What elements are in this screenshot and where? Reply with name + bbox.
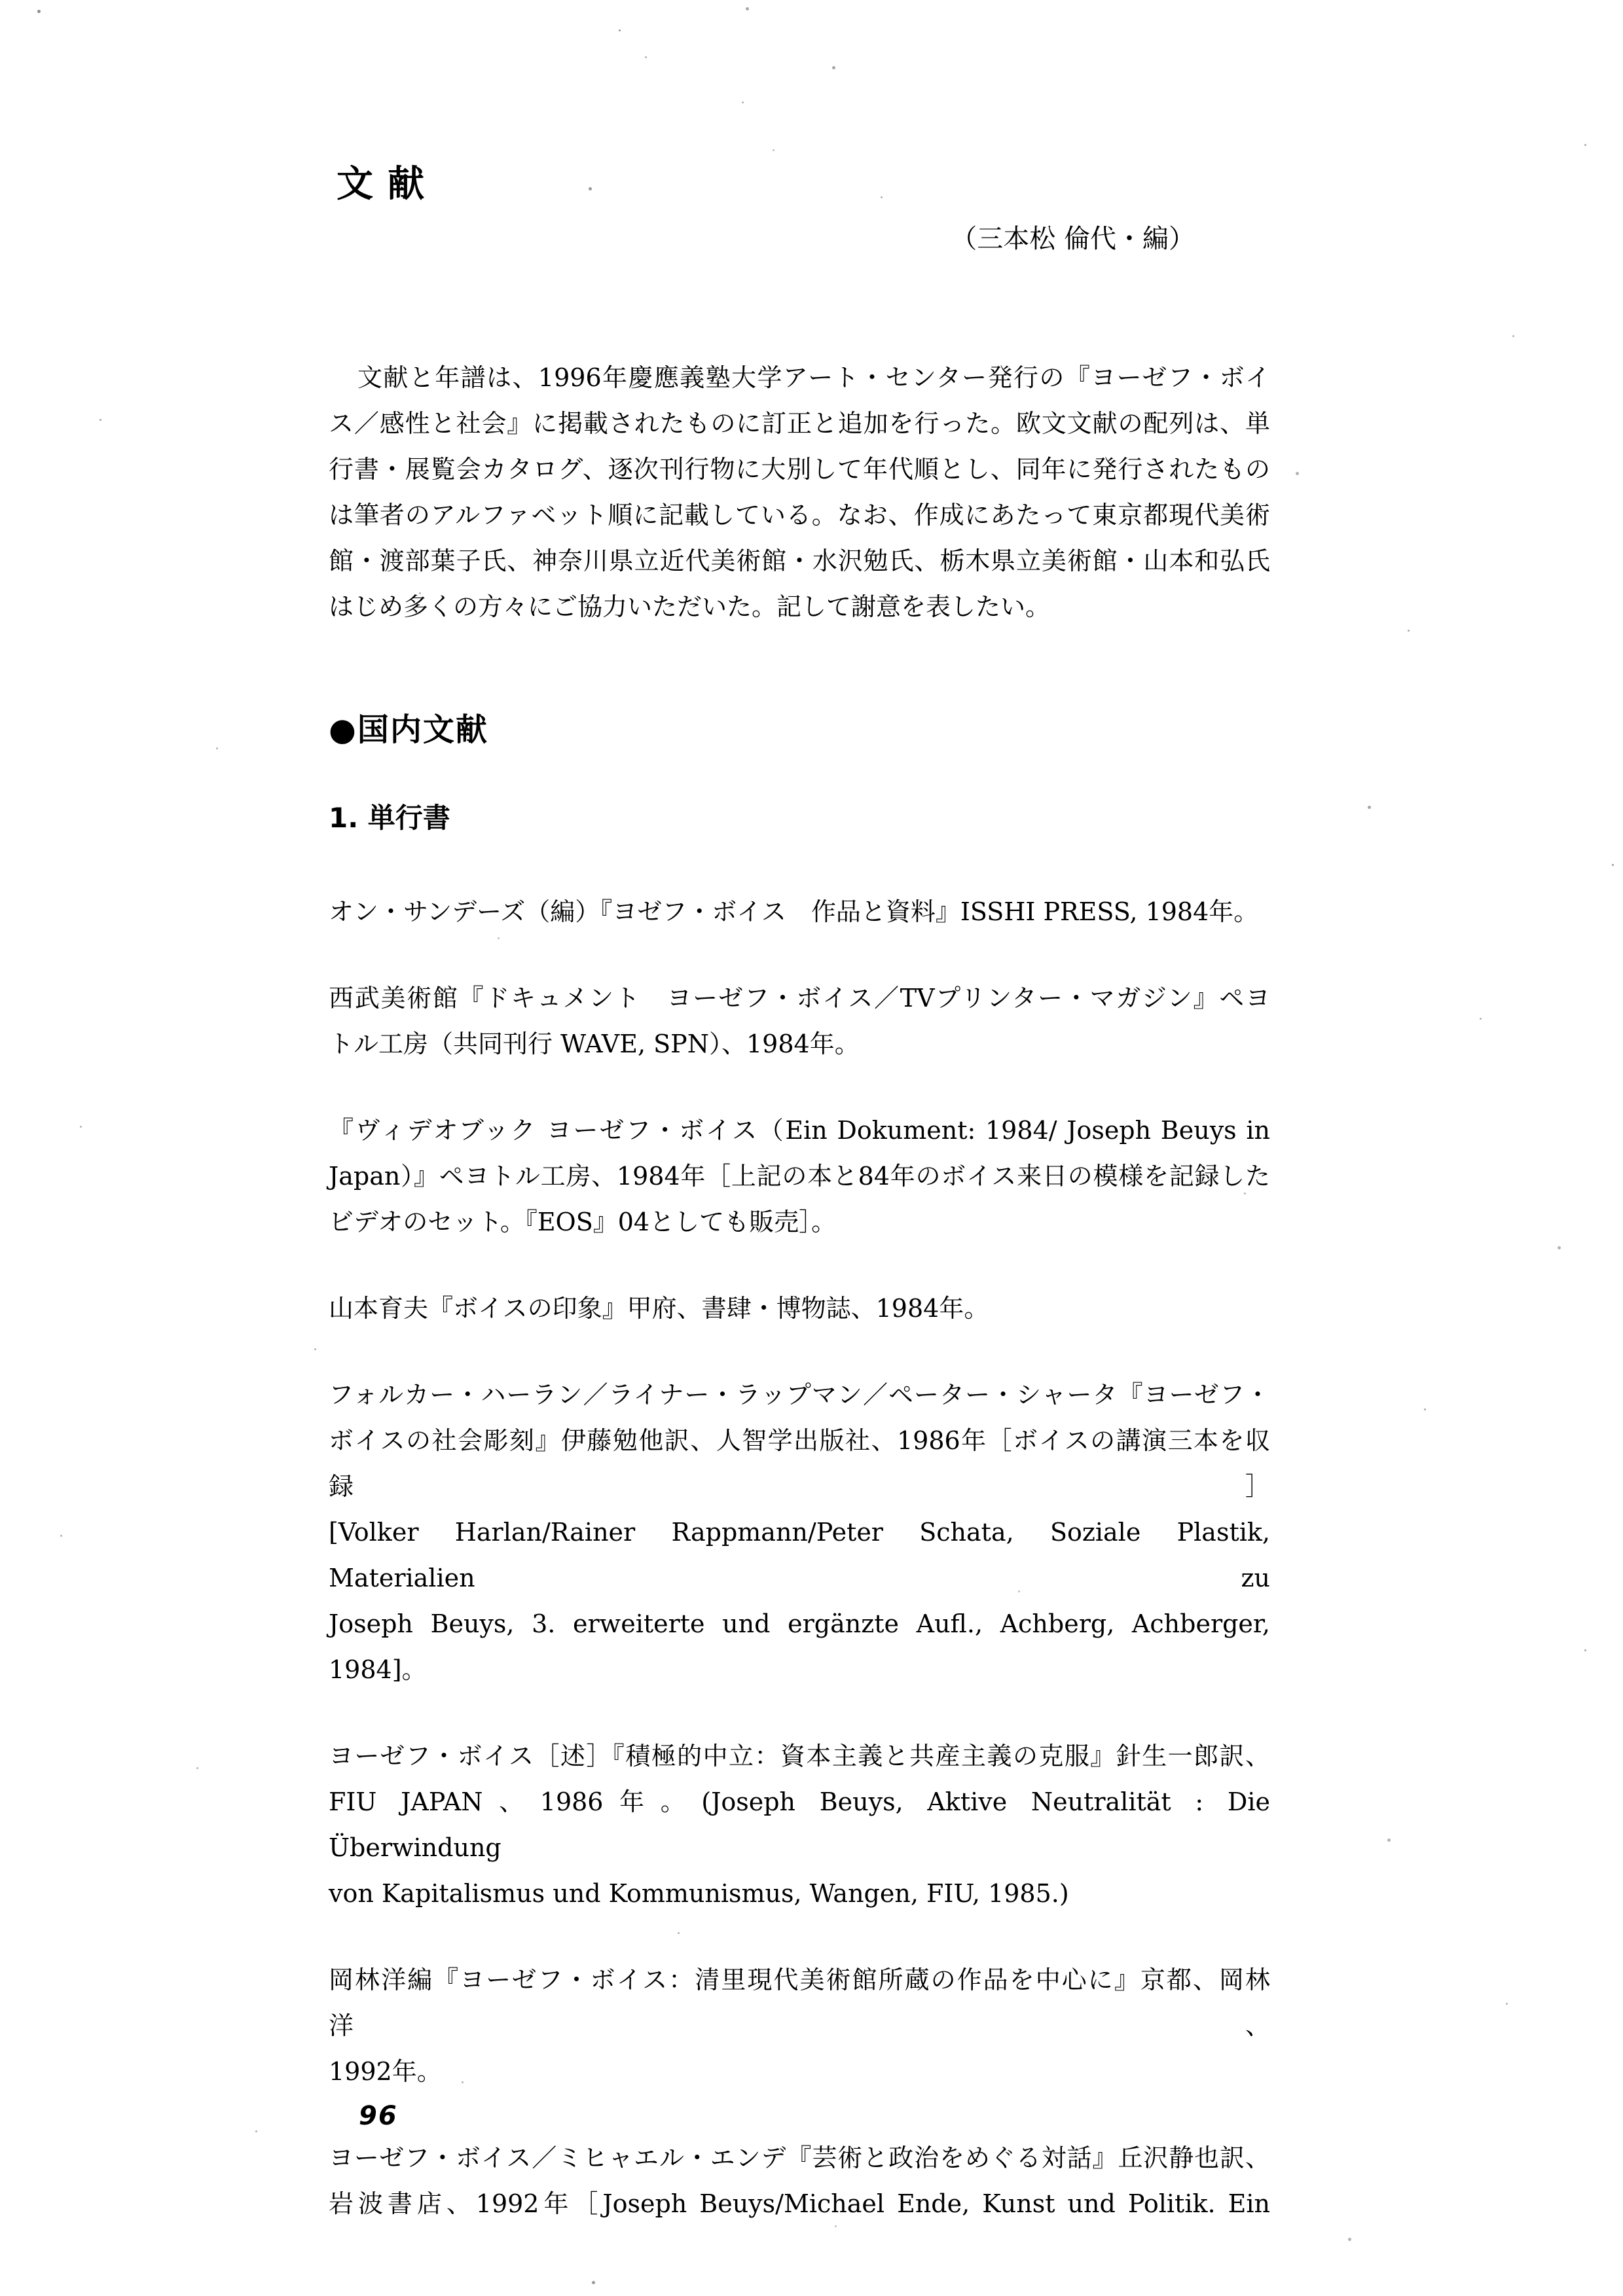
bibliography-entry [329,889,1270,935]
page-title: 文献 [337,163,439,206]
text-line: 行書・展覧会カタログ、逐次刊行物に大別して年代順とし、同年に発行されたもの [329,455,1270,484]
bibliography-entry [329,1372,1270,1693]
entry-line: FIU JAPAN、1986年。(Joseph Beuys, Aktive Neutralität : Die Überwindung [329,1787,1270,1862]
entry-line: ヨーゼフ・ボイス／ミヒャエル・エンデ『芸術と政治をめぐる対話』丘沢静也訳、 [329,2144,1270,2172]
bibliography-entry [329,1107,1270,1245]
entry-line: 岡林洋編『ヨーゼフ・ボイス：清里現代美術館所蔵の作品を中心に』京都、岡林洋、 [329,1965,1270,2040]
entry-line: 『ヴィデオブック ヨーゼフ・ボイス（Ein Dokument: 1984/ Joseph Beuys in [329,1116,1270,1145]
bibliography-list [329,889,1270,2227]
text-line: 館・渡部葉子氏、神奈川県立近代美術館・水沢勉氏、栃木県立美術館・山本和弘氏 [329,547,1270,575]
entry-line: 西武美術館『ドキュメント ヨーゼフ・ボイス／TVプリンター・マガジン』ペヨ [329,984,1270,1013]
entry-line: 山本育夫『ボイスの印象』甲府、書肆・博物誌、1984年。 [329,1294,989,1323]
bibliography-entry [329,1733,1270,1916]
entry-line: Joseph Beuys, 3. erweiterte und ergänzte Aufl., Achberg, Achberger, 1984]。 [329,1609,1270,1684]
entry-line: オン・サンデーズ（編）『ヨゼフ・ボイス 作品と資料』ISSHI PRESS, 1984年。 [329,897,1259,926]
entry-line: 岩波書店、1992年［Joseph Beuys/Michael Ende, Kunst und Politik. Ein [329,2189,1270,2218]
text-line: は筆者のアルファベット順に記載している。なお、作成にあたって東京都現代美術 [329,501,1270,529]
text-line: ス／感性と社会』に掲載されたものに訂正と追加を行った。欧文文献の配列は、単 [329,409,1270,438]
editor-credit: （三本松 倫代・編） [951,224,1195,254]
text-line: 文献と年譜は、1996年慶應義塾大学アート・センター発行の『ヨーゼフ・ボイ [357,363,1270,392]
scan-noise [0,0,2,2]
page-number: 96 [359,2101,398,2131]
entry-line: [Volker Harlan/Rainer Rappmann/Peter Schata, Soziale Plastik, Materialien zu [329,1518,1270,1592]
bibliography-entry [329,2135,1270,2227]
section-heading-label: 国内文献 [357,711,488,748]
entry-line: ヨーゼフ・ボイス［述］『積極的中立：資本主義と共産主義の克服』針生一郎訳、 [329,1742,1270,1770]
entry-line: Japan）』ペヨトル工房、1984年［上記の本と84年のボイス来日の模様を記録した [329,1162,1270,1191]
entry-line: von Kapitalismus und Kommunismus, Wangen, FIU, 1985.) [329,1879,1069,1908]
text-line: はじめ多くの方々にご協力いただいた。記して謝意を表したい。 [329,592,1051,621]
subsection-heading: 1. 単行書 [329,802,450,834]
entry-line: ビデオのセット。『EOS』04としても販売］。 [329,1208,837,1236]
section-heading [329,707,1270,753]
entry-line: 1992年。 [329,2057,442,2086]
entry-line: トル工房（共同刊行 WAVE, SPN）、1984年。 [329,1030,860,1058]
bibliography-entry [329,975,1270,1067]
bullet-icon: ● [329,711,357,748]
text-column [329,0,1270,2267]
bibliography-entry [329,1957,1270,2094]
entry-line: フォルカー・ハーラン／ライナー・ラップマン／ペーター・シャータ『ヨーゼフ・ [329,1380,1270,1409]
entry-line: ボイスの社会彫刻』伊藤勉他訳、人智学出版社、1986年［ボイスの講演三本を収録］ [329,1426,1270,1501]
bibliography-entry [329,1285,1270,1331]
intro-paragraph [329,355,1270,630]
